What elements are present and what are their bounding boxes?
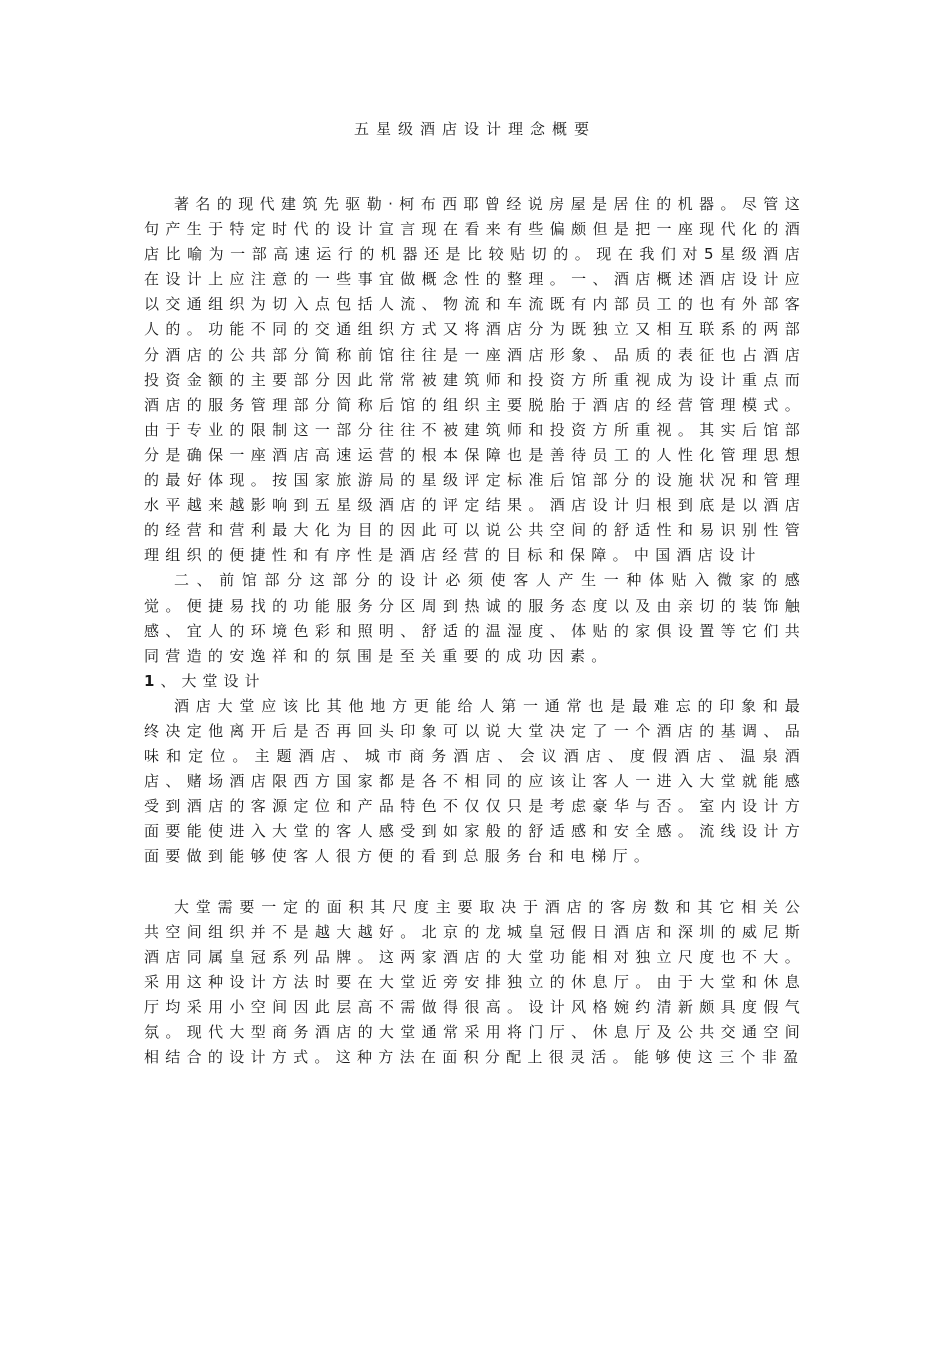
section-number: 1 [144, 671, 161, 690]
paragraph-lobby-size: 大堂需要一定的面积其尺度主要取决于酒店的客房数和其它相关公共空间组织并不是越大越好。北京的龙城皇冠假日酒店和深圳的威尼斯酒店同属皇冠系列品牌。这两家酒店的大堂功能相对独立尺度也不大。采用这种设计方法时要在大堂近旁安排独立的休息厅。由于大堂和休息厅均采用小空间因此层高不需做得很高。设计风格婉约清新颇具度假气氛。现代大型商务酒店的大堂通常采用将门厅、休息厅及公共交通空间相结合的设计方式。这种方法在面积分配上很灵活。能够使这三个非盈 [144, 897, 806, 1067]
section-heading [144, 669, 806, 694]
page-title: 五星级酒店设计理念概要 [353, 120, 596, 138]
paragraph-gap [144, 870, 806, 895]
paragraph-front-hall: 二、前馆部分这部分的设计必须使客人产生一种体贴入微家的感觉。便捷易找的功能服务分区周到热诚的服务态度以及由亲切的装饰触感、宜人的环境色彩和照明、舒适的温湿度、体贴的家俱设置等它们共同营造的安逸祥和的氛围是至关重要的成功因素。 [144, 571, 806, 665]
paragraph-intro: 著名的现代建筑先驱勒·柯布西耶曾经说房屋是居住的机器。尽管这句产生于特定时代的设计宣言现在看来有些偏颇但是把一座现代化的酒店比喻为一部高速运行的机器还是比较贴切的。现在我们对5星级酒店在设计上应注意的一些事宜做概念性的整理。一、酒店概述酒店设计应以交通组织为切入点包括人流、物流和车流既有内部员工的也有外部客人的。功能不同的交通组织方式又将酒店分为既独立又相互联系的两部分酒店的公共部分简称前馆往往是一座酒店形象、品质的表征也占酒店投资金额的主要部分因此常常被建筑师和投资方所重视成为设计重点而酒店的服务管理部分简称后馆的组织主要脱胎于酒店的经营管理模式。由于专业的限制这一部分往往不被建筑师和投资方所重视。其实后馆部分是确保一座酒店高速运营的根本保障也是善待员工的人性化管理思想的最好体现。按国家旅游局的星级评定标准后馆部分的设施状况和管理水平越来越影响到五星级酒店的评定结果。酒店设计归根到底是以酒店的经营和营利最大化为目的因此可以说公共空间的舒适性和易识别性管理组织的便捷性和有序性是酒店经营的目标和保障。中国酒店设计 [144, 195, 806, 565]
section-title: 、大堂设计 [160, 671, 266, 690]
paragraph-lobby: 酒店大堂应该比其他地方更能给人第一通常也是最难忘的印象和最终决定他离开后是否再回头印象可以说大堂决定了一个酒店的基调、品味和定位。主题酒店、城市商务酒店、会议酒店、度假酒店、温泉酒店、赌场酒店限西方国家都是各不相同的应该让客人一进入大堂就能感受到酒店的客源定位和产品特色不仅仅只是考虑豪华与否。室内设计方面要能使进入大堂的客人感受到如家般的舒适感和安全感。流线设计方面要做到能够使客人很方便的看到总服务台和电梯厅。 [144, 696, 806, 866]
document-body [144, 192, 806, 1070]
